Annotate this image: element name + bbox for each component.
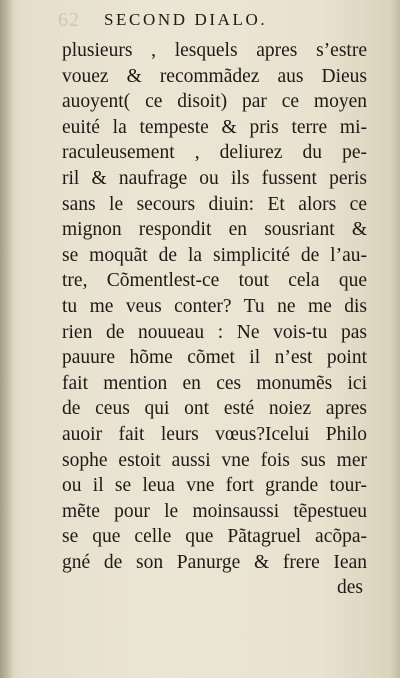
text-line: gné de son Panurge & frere Iean	[62, 551, 367, 573]
text-line: plusieurs , lesquels apres s’estre	[62, 40, 367, 61]
text-line: auoir fait leurs vœus?Icelui Philo	[62, 423, 367, 445]
gutter-shadow	[0, 0, 14, 678]
page-edge	[390, 0, 400, 678]
text-line: fait mention en ces monumẽs ici	[62, 372, 367, 394]
page-number: 62	[58, 9, 80, 31]
text-line: se que celle que Pãtagruel acõpa-	[62, 526, 367, 548]
text-line: sans le secours diuin: Et alors ce	[62, 193, 367, 215]
body-text	[62, 38, 367, 601]
text-line: rien de nouueau : Ne vois-tu pas	[62, 321, 367, 343]
text-line: euité la tempeste & pris terre mi-	[62, 116, 367, 138]
catchword: des	[337, 577, 363, 599]
text-line: ou il se leua vne fort grande tour-	[62, 475, 367, 497]
text-line: se moquãt de la simplicité de l’au-	[62, 244, 367, 266]
text-line: sophe estoit aussi vne fois sus mer	[62, 449, 367, 471]
text-line: pauure hõme cõmet il n’est point	[62, 347, 367, 369]
running-head: SECOND DIALO.	[104, 10, 268, 29]
text-line: tre, Cõmentlest-ce tout cela que	[62, 270, 367, 292]
text-line: mignon respondit en sousriant &	[62, 219, 367, 241]
text-line: mẽte pour le moinsaussi tẽpestueu	[62, 500, 367, 522]
text-line: tu me veus conter? Tu ne me dis	[62, 295, 367, 317]
text-line: de ceus qui ont esté noiez apres	[62, 398, 367, 420]
text-line: ril & naufrage ou ils fussent peris	[62, 167, 367, 189]
text-line: auoyent( ce disoit) par ce moyen	[62, 91, 367, 113]
text-line: raculeusement , deliurez du pe-	[62, 142, 367, 164]
text-line: vouez & recommãdez aus Dieus	[62, 65, 367, 87]
